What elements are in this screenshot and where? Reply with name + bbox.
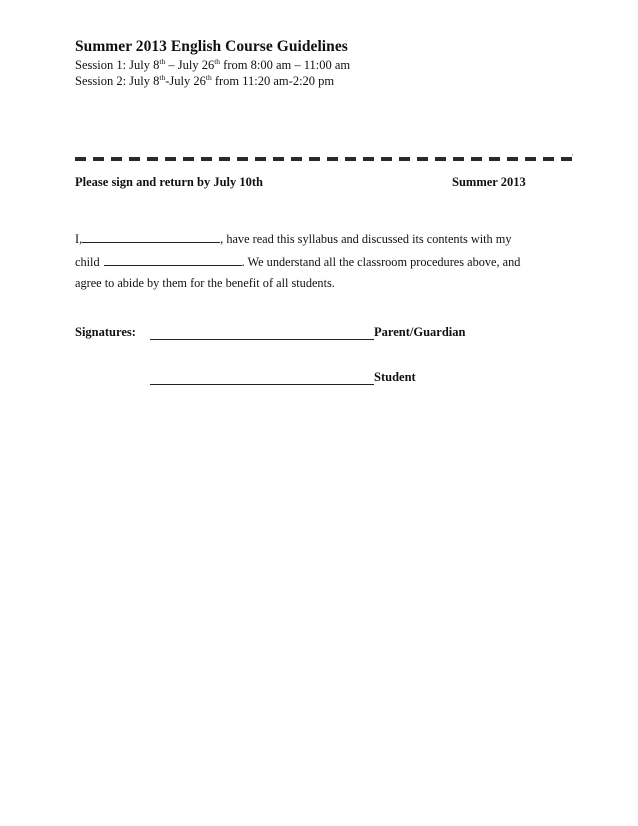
parent-guardian-label: Parent/Guardian — [374, 325, 466, 339]
session-1-ordinal-2: th — [214, 57, 221, 66]
statement-line-2-end: . We understand all the classroom procedures above, and — [241, 255, 521, 269]
session-2-ordinal-1: th — [159, 73, 166, 82]
session-1-schedule — [75, 58, 350, 73]
session-2-schedule — [75, 74, 334, 89]
session-1-text-mid: – July 26 — [165, 58, 215, 72]
signatures-label: Signatures: — [75, 325, 136, 339]
statement-line-2 — [75, 254, 520, 270]
name-blank[interactable] — [82, 231, 220, 243]
document-title: Summer 2013 English Course Guidelines — [75, 38, 348, 55]
return-instruction: Please sign and return by July 10th — [75, 175, 263, 189]
statement-line-3: agree to abide by them for the benefit of all students. — [75, 276, 335, 290]
term-label: Summer 2013 — [452, 175, 526, 189]
child-name-blank[interactable] — [104, 254, 242, 266]
statement-line-2-start: child — [75, 255, 100, 269]
session-2-text-start: Session 2: July 8 — [75, 74, 160, 88]
session-2-text-end: from 11:20 am-2:20 pm — [211, 74, 335, 88]
statement-line-1-start: I, — [75, 232, 83, 246]
student-signature-line[interactable] — [150, 384, 374, 385]
parent-signature-line[interactable] — [150, 339, 374, 340]
statement-line-1 — [75, 231, 512, 247]
session-1-ordinal-1: th — [159, 57, 166, 66]
dashed-cut-line — [75, 157, 572, 161]
session-1-text-end: from 8:00 am – 11:00 am — [220, 58, 351, 72]
student-label: Student — [374, 370, 416, 384]
cut-line-end-mark: ' — [572, 153, 574, 161]
session-1-text-start: Session 1: July 8 — [75, 58, 160, 72]
session-2-text-mid: -July 26 — [165, 74, 206, 88]
session-2-ordinal-2: th — [205, 73, 212, 82]
statement-line-1-end: , have read this syllabus and discussed its contents with my — [220, 232, 512, 246]
